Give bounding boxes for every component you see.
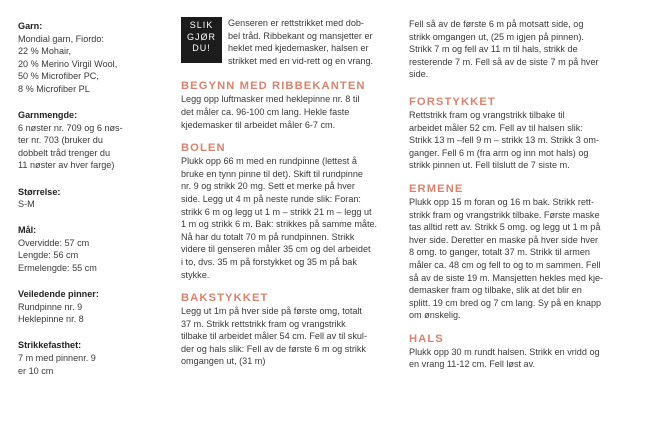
section-line: strikk omgangen ut, (25 m igjen på pinnen). (409, 31, 584, 42)
section-line: der og hals slik: Fell av de første 6 m og strikk (181, 343, 366, 354)
section-line: Strikk 7 m og fell av 11 m til hals, strikk de (409, 44, 578, 55)
section-line: 37 m. Strikk rettstrikk fram og vrangstrikk (181, 318, 346, 329)
measurements-block (18, 224, 168, 274)
yarn-amount-line: ter nr. 703 (bruker du (18, 135, 103, 146)
section-line: i to, dvs. 35 m på forstykket og 35 m på bak (181, 256, 357, 267)
section-line: strikk fram og vrangstrikk tilbake. Første maske (409, 209, 600, 220)
section-bakstykket (181, 291, 393, 368)
section-heading: FORSTYKKET (409, 95, 496, 108)
section-line: Plukk opp 15 m foran og 16 m bak. Strikk rett- (409, 196, 594, 207)
section-line: måler ca. 48 cm og fell to og to m sammen. Fell (409, 259, 601, 270)
section-bolen (181, 141, 393, 281)
yarn-label: Garn: (18, 21, 43, 31)
section-line: videre til genseren måler 35 cm og del arbeidet (181, 244, 371, 255)
section-heading: BAKSTYKKET (181, 292, 269, 305)
section-forstykket (409, 95, 649, 172)
section-line: om ønskelig. (409, 310, 461, 321)
gauge-label: Strikkefasthet: (18, 340, 82, 351)
gauge-line: er 10 cm (18, 365, 54, 376)
yarn-line: 8 % Microfiber PL (18, 83, 90, 94)
section-line: kjedemasker til arbeidet måler 6-7 cm. (181, 119, 336, 130)
yarn-line: Mondial garn, Fiordo: (18, 33, 104, 44)
section-ermene (409, 182, 649, 322)
section-line: Rettstrikk fram og vrangstrikk tilbake til (409, 109, 565, 120)
yarn-amount-line: 6 nøster nr. 709 og 6 nøs- (18, 122, 123, 133)
section-line: arbeidet måler 52 cm. Fell av til halsen slik: (409, 122, 583, 133)
section-line: side. Legg ut 4 m på neste runde slik: Foran: (181, 193, 361, 204)
section-line: omgangen ut, (31 m) (181, 356, 266, 367)
section-line: en vrang 11-12 cm. Fell løst av. (409, 359, 536, 370)
section-line: så av de siste 19 m. Mansjetten hekles med kje- (409, 272, 604, 283)
section-line: side. (409, 69, 429, 80)
instructions-column-3 (409, 18, 649, 381)
section-line: Fell så av de første 6 m på motsatt side, og (409, 19, 584, 29)
intro-section (181, 17, 393, 67)
section-line: tas alltid rett av. Strikk 5 omg. og legg ut 1 m på (409, 222, 601, 233)
section-line: nr. 9 og strikk 20 mg. Sett et merke på hver (181, 181, 355, 192)
instructions-column-2 (181, 17, 393, 378)
section-line: Strikk 13 m –fell 9 m – strikk 13 m. Strikk 3 om- (409, 135, 600, 146)
slik-gjor-du-badge (181, 17, 222, 63)
section-line: stykke. (181, 269, 210, 280)
yarn-amount-block (18, 109, 168, 172)
section-line: Nå har du totalt 70 m på rundpinnen. Strikk (181, 231, 355, 242)
needles-block (18, 288, 168, 326)
yarn-block (18, 20, 168, 96)
materials-sidebar (18, 20, 168, 391)
gauge-line: 7 m med pinnenr. 9 (18, 352, 96, 363)
section-hals (409, 332, 649, 371)
section-line: resterende 7 m. Fell så av de siste 7 m på hver (409, 56, 599, 67)
section-line: strikk 6 m og legg ut 1 m – strikk 21 m – legg ut (181, 206, 372, 217)
section-line: Plukk opp 66 m med en rundpinne (lettest å (181, 156, 357, 167)
badge-line: SLIK (189, 20, 214, 30)
intro-line: strikket med en vid-rett og en vrang. (228, 55, 374, 66)
section-heading: HALS (409, 332, 444, 345)
section-line: splitt. 19 cm bred og 7 cm lang. Sy på en knapp (409, 297, 602, 308)
measurements-label: Mål: (18, 225, 37, 236)
section-line: 8 omg. to ganger, totalt 37 m. Strikk til armen (409, 247, 590, 258)
gauge-block (18, 339, 168, 377)
measurements-line: Ermelengde: 55 cm (18, 263, 97, 273)
measurements-line: Lengde: 56 cm (18, 250, 79, 261)
section-heading: BEGYNN MED RIBBEKANTEN (181, 80, 366, 93)
section-line: 1 m og strikk 6 m. Bak: strikkes på samme måte. (181, 219, 378, 230)
intro-line: Genseren er rettstrikket med dob- (228, 18, 364, 28)
section-line: det måler ca. 96-100 cm lang. Hekle faste (181, 106, 350, 117)
size-label: Størrelse: (18, 186, 61, 197)
section-ribbekant (181, 79, 393, 131)
badge-line: GJØR (186, 31, 216, 42)
intro-line: heklet med kjedemasker, halsen er (228, 43, 369, 54)
intro-line: bel tråd. Ribbekant og mansjetter er (228, 30, 373, 41)
section-line: tilbake til arbeidet måler 54 cm. Fell av til skul- (181, 331, 367, 342)
measurements-line: Overvidde: 57 cm (18, 237, 90, 248)
yarn-amount-line: dobbelt tråd trenger du (18, 147, 111, 158)
size-line: S-M (18, 199, 35, 210)
needles-label: Veiledende pinner: (18, 289, 99, 300)
size-block (18, 186, 168, 211)
section-line: Legg opp luftmasker med heklepinne nr. 8 til (181, 94, 360, 105)
yarn-amount-line: 11 nøster av hver farge) (18, 160, 115, 171)
section-line: Legg ut 1m på hver side på første omg, totalt (181, 306, 362, 317)
section-line: ganger. Fell 6 m (fra arm og inn mot hals) og (409, 147, 589, 158)
section-line: demasker fram og tilbake, slik at det blir en (409, 285, 582, 296)
section-heading: BOLEN (181, 142, 226, 155)
section-line: bruke en tynn pinne til det). Skift til rundpinne (181, 168, 363, 179)
section-line: hver side. Deretter en maske på hver side hver (409, 234, 599, 245)
needles-line: Heklepinne nr. 8 (18, 314, 84, 325)
yarn-amount-label: Garnmengde: (18, 110, 78, 121)
section-line: Plukk opp 30 m rundt halsen. Strikk en vridd og (409, 346, 600, 357)
yarn-line: 20 % Merino Virgil Wool, (18, 58, 118, 69)
section-heading: ERMENE (409, 182, 464, 195)
section-bakstykket-continued (409, 18, 649, 81)
badge-line: DU! (192, 43, 211, 53)
section-line: strikk pinnen ut. Fell tilslutt de 7 siste m. (409, 160, 570, 171)
yarn-line: 50 % Microfiber PC, (18, 71, 99, 82)
yarn-line: 22 % Mohair, (18, 46, 72, 57)
needles-line: Rundpinne nr. 9 (18, 301, 83, 312)
